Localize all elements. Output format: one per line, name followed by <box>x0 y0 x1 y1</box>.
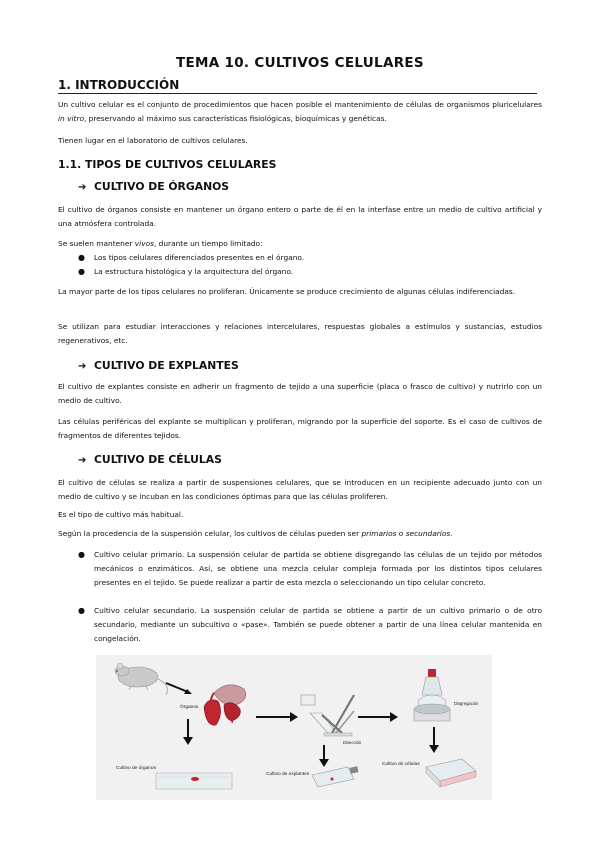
celulas-p3-text-end: . <box>450 529 453 538</box>
intro-p1-text-b: , preservando al máximo sus características fisiológicas, bioquímicas y genéticas. <box>83 114 387 123</box>
organ-culture-dish-icon <box>156 773 232 789</box>
celulas-p3-text-a: Según la procedencia de la suspensión celular, los cultivos de células pueden ser <box>58 529 362 538</box>
organos-paragraph-3: La mayor parte de los tipos celulares no proliferan. Únicamente se produce crecimiento de algunas células indiferenciadas. <box>58 287 516 296</box>
subsection-heading-tipos: 1.1. TIPOS DE CULTIVOS CELULARES <box>58 158 277 171</box>
heading-cultivo-celulas-text: CULTIVO DE CÉLULAS <box>94 453 222 466</box>
heading-cultivo-celulas <box>78 453 222 466</box>
cell-culture-figure <box>96 655 492 800</box>
label-diseccion: Disección <box>343 740 362 745</box>
heading-cultivo-organos-text: CULTIVO DE ÓRGANOS <box>94 180 230 193</box>
bullet-icon: ● <box>78 253 85 262</box>
section-heading-introduccion: 1. INTRODUCCIÓN <box>58 78 537 94</box>
explantes-paragraph-1: El cultivo de explantes consiste en adherir un fragmento de tejido a una superficie (placa o frasco de cultivo) y nutrirlo con un medio de cultivo. <box>58 382 542 405</box>
heading-cultivo-explantes <box>78 359 239 372</box>
list-item-text: Cultivo celular secundario. La suspensión celular de partida se obtiene a partir de un cultivo primario o de otro secundario, mediante un subcultivo o «pase». También se puede obtener a partir de una línea celular mantenida en congelación. <box>94 606 542 643</box>
bullet-icon: ● <box>78 550 85 559</box>
bullet-icon: ● <box>78 606 85 615</box>
label-cultivo-organos: Cultivo de órganos <box>116 766 156 771</box>
organos-paragraph-4: Se utilizan para estudiar interacciones y relaciones intercelulares, respuestas globales a estímulos y sustancias, estudios regenerativos, etc. <box>58 322 542 345</box>
arrow-icon: ➔ <box>78 455 87 466</box>
celulas-paragraph-1: El cultivo de células se realiza a partir de suspensiones celulares, que se introducen en un recipiente adecuado junto con un medio de cultivo y se incuban en las condiciones óptimas para que las células proliferen. <box>58 478 542 501</box>
label-cultivo-explantes: Cultivo de explantes <box>266 772 310 777</box>
celulas-paragraph-2: Es el tipo de cultivo más habitual. <box>58 510 184 519</box>
list-item <box>78 548 542 590</box>
intro-paragraph-1 <box>58 98 542 126</box>
celulas-p3-italic-1: primarios <box>361 529 397 538</box>
explantes-paragraph-2: Las células periféricas del explante se multiplican y proliferan, migrando por la superficie del soporte. Es el caso de cultivos de fragmentos de diferentes tejidos. <box>58 417 542 440</box>
list-item <box>78 265 542 279</box>
label-disgregacion: Disgregación <box>454 701 479 706</box>
list-item <box>78 604 542 646</box>
intro-p1-italic: in vitro <box>58 114 84 123</box>
heading-cultivo-explantes-text: CULTIVO DE EXPLANTES <box>94 359 239 372</box>
arrow-icon: ➔ <box>78 182 87 193</box>
celulas-p3-italic-2: secundarios <box>405 529 451 538</box>
organos-paragraph-1: El cultivo de órganos consiste en mantener un órgano entero o parte de él en la interfase entre un medio de cultivo artificial y una atmósfera controlada. <box>58 205 542 228</box>
intro-p1-text-a: Un cultivo celular es el conjunto de procedimientos que hacen posible el mantenimiento de células de organismos pluricelulares <box>58 100 542 109</box>
label-cultivo-celulas: Cultivo de células <box>382 762 420 767</box>
list-item-text: Cultivo celular primario. La suspensión celular de partida se obtiene disgregando las células de un tejido por métodos mecánicos o enzimáticos. Así, se obtiene una mezcla celular compleja formada por los distintos tipos celulares presentes en el tejido. Se puede realizar a partir de esta mezcla o seleccionando un tipo celular concreto. <box>94 550 542 587</box>
page-title: TEMA 10. CULTIVOS CELULARES <box>176 55 424 71</box>
arrow-icon: ➔ <box>78 361 87 372</box>
bullet-icon: ● <box>78 267 85 276</box>
label-organos: Órganos <box>180 705 199 710</box>
organos-paragraph-2 <box>58 237 542 251</box>
organos-p2-text-b: , durante un tiempo limitado: <box>153 239 263 248</box>
organos-p2-text-a: Se suelen mantener <box>58 239 135 248</box>
list-item-text: Los tipos celulares diferenciados presentes en el órgano. <box>94 253 305 262</box>
organos-p2-italic: vivos <box>134 239 154 248</box>
celulas-paragraph-3 <box>58 527 542 541</box>
heading-cultivo-organos <box>78 180 229 193</box>
celulas-p3-text-mid: o <box>396 529 406 538</box>
list-item <box>78 251 542 265</box>
intro-paragraph-2: Tienen lugar en el laboratorio de cultivos celulares. <box>58 136 248 145</box>
list-item-text: La estructura histológica y la arquitectura del órgano. <box>94 267 294 276</box>
